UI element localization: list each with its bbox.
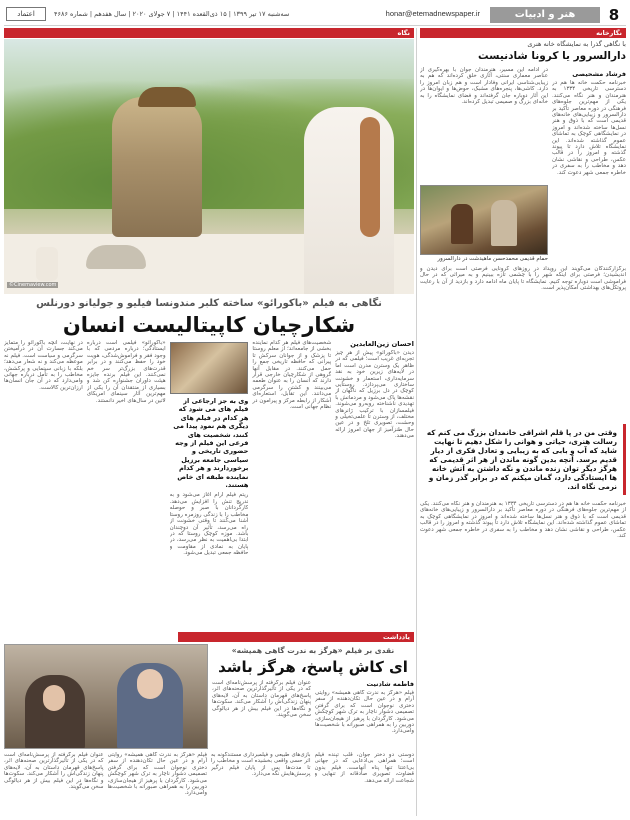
bottom-column: [212, 680, 311, 750]
right-byline: فرشاد مشحیصی: [572, 70, 626, 78]
bottom-column: [211, 752, 311, 816]
newspaper-logo: اعتماد: [6, 7, 46, 21]
photo-credit: ©Cinemaview.com: [9, 282, 57, 288]
bottom-subhead: نقدی بر فیلم «هرگز به ندرت گاهی همیشه»: [231, 646, 395, 655]
article-text: ریتم فیلم آرام آغاز می‌شود و به تدریج تنش را افزایش می‌دهد. کارگردانان با صبر و حوصله مخاطب را با زندگی روزمره روستا آشنا می‌کنند تا وقتی خشونت از راه می‌رسد، تأثیر آن دوچندان باشد. موزه کوچک روستا که در ابتدا بی‌اهمیت به نظر می‌رسد، در پایان به نمادی از مقاومت و حافظه جمعی تبدیل می‌شود.: [169, 492, 249, 557]
main-column: [4, 340, 83, 658]
bottom-columns: [4, 752, 414, 816]
article-text: دوستی دو دختر جوان، قلب تپنده فیلم است؛ همراهی بی‌ادعایی که در جهانی بی‌اعتنا تنها پناه آنهاست. فیلم بدون قضاوت، تصویری صادقانه از تنهایی و شجاعت ارائه می‌دهد.: [314, 752, 414, 784]
right-body-text: در ادامه این مسیر، هنرمندان جوان با بهره‌گیری از عناصر معماری سنتی، آثاری خلق کرده‌اند که هم به زیبایی‌شناسی ایرانی وفادار است و هم زبان امروز را دارد. کاشی‌ها، پنجره‌های مشبک، حوض‌ها و ایوان‌ها در این آثار دوباره جان گرفته‌اند و فضای نمایشگاه را به خانه‌ای بزرگ و صمیمی تبدیل کرده‌اند.: [420, 67, 548, 106]
right-narrow-column: [552, 67, 626, 262]
article-text: در نهایت، آنچه باکورائو را متمایز می‌کند جسارت آن در درآمیختن سرگرمی و سیاست است. فیلم نه موعظه می‌کند و نه شعار می‌دهد؛ بلکه با زبانی سینمایی و پرکشش، مخاطب را به تأمل درباره جهانی وامی‌دارد که در آن جان انسان‌ها ارزان‌ترین کالاست.: [4, 340, 83, 391]
inset-quote: وی به جز ارجاعی از فیلم های می شود که هر کدام در فیلم های دیگری هم نمود پیدا می کنند، شخصیت های فرعی این فیلم از وجه حضوری تاریخی و سیاسی جامعه برزیل برخوردارند و هر کدام نماینده طبقه ای خاص هستند.: [173, 397, 249, 490]
main-column: [252, 340, 331, 658]
main-column: [335, 340, 414, 658]
right-body-text: برگزارکنندگان می‌گویند این رویداد در روزهای کرونایی فرصتی است برای دیدن و اندیشیدن؛ فرصتی برای اینکه شهر را با چشمی تازه ببینیم و به میراثی که در حال فراموشی است دوباره توجه کنیم. نمایشگاه تا پایان ماه ادامه دارد و بازدید از آن با رعایت پروتکل‌های بهداشتی امکان‌پذیر است.: [420, 266, 626, 292]
main-kicker: نگاه: [4, 28, 414, 38]
inset-photo: [170, 342, 248, 394]
author-name: احسان زین‌العابدین: [350, 340, 414, 348]
photo-caption: حمام قدیمی محمدحسن ماهیدشت در دارالسرور: [437, 256, 548, 262]
bottom-kicker: یادداشت: [178, 632, 414, 642]
bottom-column: [108, 752, 208, 816]
right-story-photo: [420, 185, 548, 255]
right-top-block: [420, 67, 626, 262]
column-divider: [416, 28, 417, 816]
right-wide-column: [420, 67, 548, 262]
page-header: [4, 4, 626, 26]
main-column: [87, 340, 166, 658]
bottom-author: فاطمه شادنیت: [366, 680, 414, 688]
article-text: عنوان فیلم برگرفته از پرسش‌نامه‌ای است که در یکی از تأثیرگذارترین صحنه‌های اثر، پاسخ‌های قهرمان داستان به آن، لایه‌های پنهان زندگی‌اش را آشکار می‌کند. سکوت‌ها و نگاه‌ها در این فیلم بیش از هر دیالوگی سخن می‌گویند.: [4, 752, 104, 791]
article-text: بازی‌های طبیعی و فیلمبرداری مستندگونه به اثر حسی واقعی بخشیده است و مخاطب را تا مدت‌ها پس از پایان فیلم درگیر پرسش‌هایش نگه می‌دارد.: [211, 752, 311, 778]
article-text: شخصیت‌های فیلم هر کدام نماینده بخشی از جامعه‌اند؛ از معلم روستا تا پزشک و از جوانان سرکش تا پیرانی که حافظه تاریخی جمع را حمل می‌کنند. در مقابل آنها گروهی از شکارچیان خارجی قرار دارند که انسان را به عنوان طعمه می‌بینند و کشتن را سرگرمی می‌دانند. این تقابل، استعاره‌ای آشکار از رابطه مرکز و پیرامون در نظام جهانی است.: [252, 340, 332, 411]
article-text: فیلم «هرگز به ندرت گاهی همیشه» روایتی آرام و در عین حال تکان‌دهنده از سفر دختری نوجوان است که برای گرفتن تصمیمی دشوار ناچار به ترک شهر کوچکش می‌شود. کارگردان با پرهیز از هیجان‌سازی، دوربین را به همراهی صبورانه با شخصیت‌ها وامی‌دارد.: [315, 690, 414, 735]
article-text: عنوان فیلم برگرفته از پرسش‌نامه‌ای است که در یکی از تأثیرگذارترین صحنه‌های اثر، پاسخ‌های قهرمان داستان به آن، لایه‌های پنهان زندگی‌اش را آشکار می‌کند. سکوت‌ها و نگاه‌ها در این فیلم بیش از هر دیالوگی سخن می‌گویند.: [212, 680, 311, 719]
bottom-column: [4, 752, 104, 816]
main-subhead: نگاهی به فیلم «باکورائو» ساخته کلبر مندونسا فیلیو و جولیانو دورنلس: [36, 298, 382, 309]
date-line: سه‌شنبه ۱۷ تیر ۱۳۹۹ | ۱۵ ذی‌القعده ۱۴۴۱ | ۷ جولای ۲۰۲۰ | سال هفدهم | شماره ۴۶۸۶: [54, 10, 290, 18]
right-body-text: خبرنامه حکمت خانه ها هم در دسترسی تاریخی ۱۳۳۴ به هنرمندان و هنر نگاه می‌کنند. یکی از مهم‌ترین جلوه‌های فرهنگی در دوره معاصر تأکید بر دارالسرور و زیبایی‌های خانه‌های قدیمی است که با ذوق و هنر نسل‌ها ساخته شده‌اند و امروز در نمایشگاهی کوچک به تماشای عموم گذاشته شده‌اند. این نمایشگاه تلاش دارد تا پیوند گذشته و امروز را در قالب عکس، طراحی و نقاشی نشان دهد و مخاطب را به سفری در خاطره جمعی شهر دعوت کند.: [420, 501, 626, 540]
article-text: «باکورائو» فیلمی است درباره ایستادگی؛ درباره مردمی که با وجود فقر و فراموش‌شدگی، هویت خود را حفظ می‌کنند و در برابر قدرت‌های بزرگ‌تر سر خم نمی‌کنند. این فیلم برنده جایزه هیئت داوران جشنواره کن شد و بسیاری از منتقدان آن را یکی از مهم‌ترین آثار سینمای امریکای لاتین در سال‌های اخیر دانستند.: [86, 340, 166, 404]
film-still-photo: [4, 39, 414, 294]
main-columns: [4, 340, 414, 658]
main-headline: شکارچیان کاپیتالیست انسان: [62, 313, 356, 337]
right-column: [420, 28, 626, 816]
main-column: [170, 340, 249, 658]
article-text: دیدن «باکورائو» پیش از هر چیز تجربه‌ای غریب است؛ فیلمی که در ظاهر یک وسترن مدرن است اما در لایه‌های زیرین خود به نقد سرمایه‌داری، استعمار و خشونت ساختاری می‌پردازد. روستایی کوچک در دل برزیل که ناگهان از نقشه‌ها پاک می‌شود و مردمانش با تهدیدی ناشناخته روبه‌رو می‌شوند. فیلمسازان با ترکیب ژانرهای مختلف، از وسترن تا علمی‌تخیلی و وحشت، تصویری تلخ و در عین حال طنزآمیز از جهان امروز ارائه می‌دهند.: [335, 350, 414, 440]
section-tab: هنر و ادبیات: [490, 7, 600, 23]
bottom-headline: ای کاش پاسخ، هرگز باشد: [218, 658, 408, 676]
pull-quote: وقتی من در پا قلم اشراقی خانمدان بزرگ می کنم که رسالت هنری، حیاتی و هوانی را شکل دهیم تا نهایت شاید که آب و بابی که به زیبایی و تعادل فکری از دیار قدیم برسد. آنچه بدین گونه ماندن از هر اثر قدیمی که هرگز دیگر توان زنده ماندن و نگه داشتن به آتش خانه ها ایستادگی دارد، گمان میکنم که در برابر گذر زمان و نرمی نگاه اند.: [420, 424, 626, 495]
website-address: honar@etemadnewspaper.ir: [385, 9, 480, 18]
bottom-side-columns: [212, 680, 414, 750]
right-body-text: خبرنامه حکمت خانه ها هم در دسترسی تاریخی ۱۳۳۴ به هنرمندان و هنر نگاه می‌کنند. یکی از مهم‌ترین جلوه‌های فرهنگی در دوره معاصر تأکید بر دارالسرور و زیبایی‌های خانه‌های قدیمی است که با ذوق و هنر نسل‌ها ساخته شده‌اند و امروز در نمایشگاهی کوچک به تماشای عموم گذاشته شده‌اند. این نمایشگاه تلاش دارد تا پیوند گذشته و امروز را در قالب عکس، طراحی و نقاشی نشان دهد و مخاطب را به سفری در خاطره جمعی شهر دعوت کند.: [552, 80, 626, 176]
right-kicker: نگارخانه: [420, 28, 626, 38]
page-number: 8: [608, 6, 620, 24]
bottom-column: [315, 680, 414, 750]
article-text: فیلم «هرگز به ندرت گاهی همیشه» روایتی آرام و در عین حال تکان‌دهنده از سفر دختری نوجوان است که برای گرفتن تصمیمی دشوار ناچار به ترک شهر کوچکش می‌شود. کارگردان با پرهیز از هیجان‌سازی، دوربین را به همراهی صبورانه با شخصیت‌ها وامی‌دارد.: [107, 752, 207, 797]
bottom-film-photo: [4, 644, 208, 749]
right-small-head: با نگاهی گذرا به نمایشگاه خانه هنری: [527, 40, 626, 48]
bottom-column: [315, 752, 415, 816]
right-headline: دارالسرور یا کرونا شادنیست: [478, 50, 626, 62]
